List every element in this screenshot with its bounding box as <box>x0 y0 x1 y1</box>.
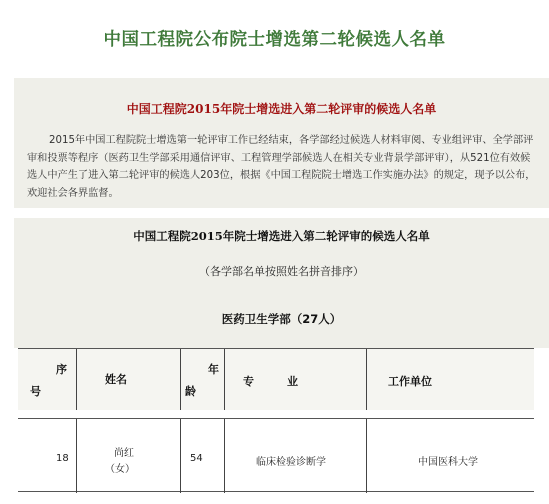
header-col-line-4 <box>366 349 367 411</box>
header-name: 姓名 <box>105 373 127 386</box>
header-age-top: 年 <box>208 363 219 376</box>
header-employer: 工作单位 <box>388 375 432 388</box>
row-employer: 中国医科大学 <box>418 457 478 468</box>
table-title: 中国工程院2015年院士增选进入第二轮评审的候选人名单 <box>133 229 430 243</box>
header-seq-bottom: 号 <box>30 385 41 398</box>
notice-panel <box>14 78 549 208</box>
row-major: 临床检验诊断学 <box>256 457 326 468</box>
row-age: 54 <box>190 453 203 464</box>
header-major: 专 业 <box>243 375 298 388</box>
section-title: 医药卫生学部（27人） <box>221 312 342 326</box>
header-age-bottom: 龄 <box>185 385 196 398</box>
row-seq: 18 <box>56 453 69 464</box>
gap-strip <box>14 208 549 218</box>
table-header-row <box>18 348 534 410</box>
section-panel <box>14 296 549 348</box>
row-col-line-1 <box>76 419 77 493</box>
page-title: 中国工程院公布院士增选第二轮候选人名单 <box>103 30 446 50</box>
row-name: 尚红 <box>114 448 134 459</box>
header-col-line-3 <box>224 349 225 411</box>
header-col-line-1 <box>76 349 77 411</box>
header-col-line-2 <box>180 349 181 411</box>
row-col-line-2 <box>180 419 181 493</box>
row-col-line-3 <box>224 419 225 493</box>
table-row <box>18 418 534 492</box>
notice-heading: 中国工程院2015年院士增选进入第二轮评审的候选人名单 <box>126 102 437 116</box>
row-gender: （女） <box>105 464 135 475</box>
row-col-line-4 <box>366 419 367 493</box>
notice-body: 2015年中国工程院院士增选第一轮评审工作已经结束，各学部经过候选人材料审阅、专业组评审、全学部评审和投票等程序（医药卫生学部采用通信评审、工程管理学部候选人在相关专业背景学部评审），从521位有效候选人中产生了进入第二轮评审的候选人203位，根据《中国工程院院士增选工作实施办法》的规定，现予以公布，欢迎社会各界监督。 <box>27 135 536 199</box>
header-seq-top: 序 <box>56 363 67 376</box>
table-heading-panel <box>14 218 549 296</box>
table-note: （各学部名单按照姓名拼音排序） <box>199 265 364 278</box>
